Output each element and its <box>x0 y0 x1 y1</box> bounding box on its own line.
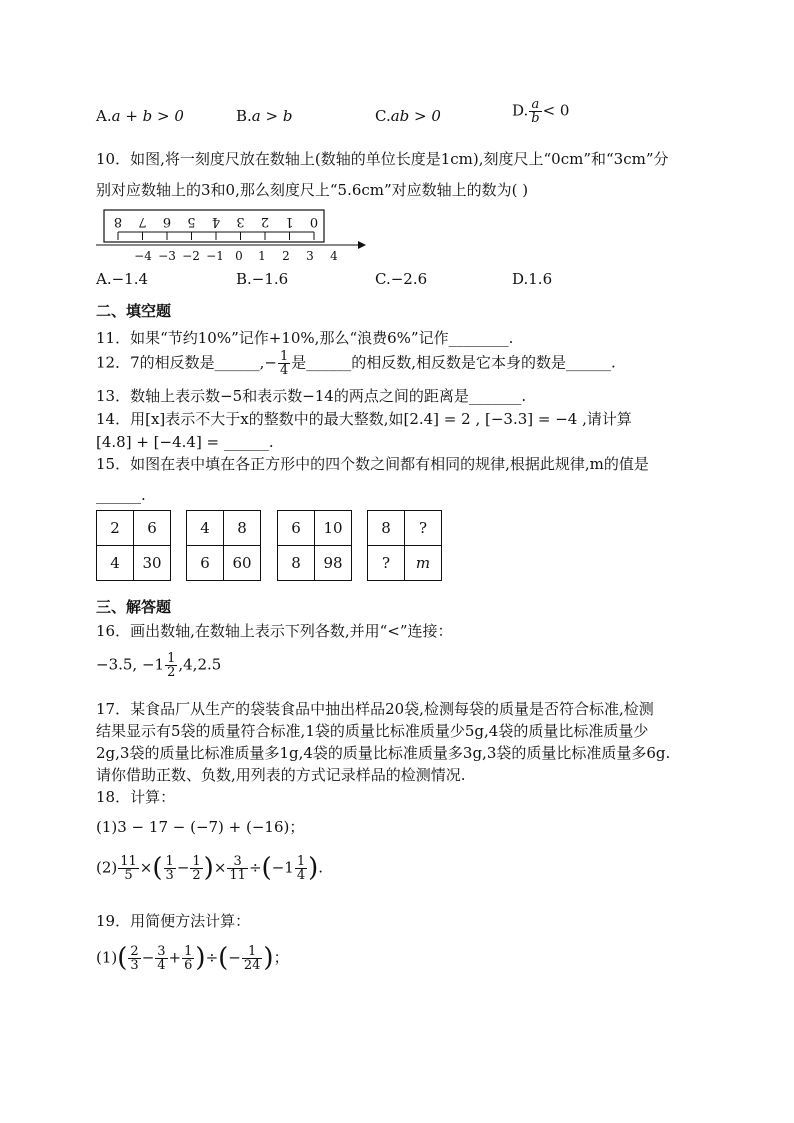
ruler-label-1: 1 <box>285 214 294 229</box>
pattern-grid-3 <box>277 510 352 581</box>
axis-label: 3 <box>306 249 314 263</box>
ruler-label-8: 8 <box>113 214 123 229</box>
q10-line2: 别对应数轴上的3和0,那么刻度尺上“5.6cm”对应数轴上的数为( ) <box>96 181 529 199</box>
grid-cell: m <box>405 546 442 581</box>
q19-title: 19．用简便方法计算： <box>96 912 251 930</box>
q12-fraction: $\frac{1}{4}$ <box>279 349 289 378</box>
q12: 12．7的相反数是______,− $\frac{1}{4}$ 是______的相反数,相反数是它本身的数是______. <box>96 349 616 378</box>
q16-fraction: $\frac{1}{2}$ <box>167 651 176 680</box>
grid-cell: 10 <box>315 511 352 546</box>
q19-part1: (1)( $\frac{2}{3}$ − $\frac{3}{4}$ + $\frac{1}{6}$ )÷(− $\frac{1}{24}$ )； <box>96 943 289 974</box>
grid-cell: 6 <box>134 511 171 546</box>
axis-label: 1 <box>258 249 266 263</box>
grid-cell: 6 <box>278 511 315 546</box>
section-fill-in-heading: 二、填空题 <box>96 302 172 320</box>
q17-line2: 结果显示有5袋的质量符合标准,1袋的质量比标准质量少5g,4袋的质量比标准质量少 <box>96 722 649 740</box>
ruler-label-6: 6 <box>162 214 172 229</box>
q9-option-c: C.ab > 0 <box>375 107 441 125</box>
ruler-label-4: 4 <box>211 214 221 229</box>
q9-option-a: A.a + b > 0 <box>96 107 184 125</box>
q18-title: 18．计算： <box>96 788 176 806</box>
q10-option-d: D.1.6 <box>512 270 553 288</box>
q17-line1: 17．某食品厂从生产的袋装食品中抽出样品20袋,检测每袋的质量是否符合标准,检测 <box>96 700 654 718</box>
q9-option-d: D. $\frac{a}{b}$ < 0 <box>512 97 570 126</box>
q17-line3: 2g,3袋的质量比标准质量多1g,4袋的质量比标准质量多3g,3袋的质量比标准质量多6g. <box>96 744 671 762</box>
grid-cell: 8 <box>278 546 315 581</box>
grid-cell: 8 <box>224 511 261 546</box>
q10-option-b: B.−1.6 <box>236 270 289 288</box>
grid-cell: 6 <box>187 546 224 581</box>
axis-label: −3 <box>158 249 176 263</box>
grid-cell: 98 <box>315 546 352 581</box>
pattern-grid-2 <box>186 510 261 581</box>
q10-line1: 10．如图,将一刻度尺放在数轴上(数轴的单位长度是1cm),刻度尺上“0cm”和“3cm”分 <box>96 150 669 168</box>
pattern-grid-4 <box>367 510 442 581</box>
q15-line1: 15．如图在表中填在各正方形中的四个数之间都有相同的规律,根据此规律,m的值是 <box>96 455 649 473</box>
grid-cell: 30 <box>134 546 171 581</box>
ruler-label-2: 2 <box>260 214 270 229</box>
axis-label: 4 <box>330 249 338 263</box>
q13: 13．数轴上表示数−5和表示数−14的两点之间的距离是_______. <box>96 387 527 405</box>
ruler-label-5: 5 <box>187 214 196 229</box>
q14-line1: 14．用[x]表示不大于x的整数中的最大整数,如[2.4] = 2 , [−3.3] = −4 ,请计算 <box>96 410 632 428</box>
grid-cell: 4 <box>187 511 224 546</box>
q15-line2: ______. <box>96 486 146 504</box>
grid-cell: 4 <box>97 546 134 581</box>
ruler-label-3: 3 <box>236 214 245 229</box>
ruler-label-0: 0 <box>309 214 319 229</box>
grid-cell: 8 <box>368 511 405 546</box>
grid-cell: 60 <box>224 546 261 581</box>
axis-label: −2 <box>182 249 200 263</box>
grid-cell: 2 <box>97 511 134 546</box>
number-line-arrow <box>358 241 366 249</box>
q11: 11．如果“节约10%”记作+10%,那么“浪费6%”记作________. <box>96 329 514 347</box>
ruler-label-7: 7 <box>138 214 147 229</box>
grid-cell: ? <box>368 546 405 581</box>
section-solve-heading: 三、解答题 <box>96 598 172 616</box>
ruler-number-line-figure <box>96 205 366 265</box>
q18-part2: (2) $\frac{11}{5}$ ×( $\frac{1}{3}$ − $\frac{1}{2}$ )× $\frac{3}{11}$ ÷(−1 $\frac{1}{4}$ ). <box>96 853 324 884</box>
q16-line1: 16．画出数轴,在数轴上表示下列各数,并用“<”连接： <box>96 622 453 640</box>
q10-option-c: C.−2.6 <box>375 270 428 288</box>
axis-label: 2 <box>282 249 290 263</box>
grid-cell: ? <box>405 511 442 546</box>
q16-numbers: −3.5, −1 $\frac{1}{2}$ ,4,2.5 <box>96 651 222 680</box>
q14-line2: [4.8] + [−4.4] = ______. <box>96 433 274 451</box>
axis-label: 0 <box>235 249 243 263</box>
q9-d-fraction: $\frac{a}{b}$ <box>531 97 540 126</box>
axis-label: −4 <box>134 249 152 263</box>
axis-label: −1 <box>206 249 224 263</box>
q17-line4: 请你借助正数、负数,用列表的方式记录样品的检测情况. <box>96 766 466 784</box>
pattern-grid-1 <box>96 510 171 581</box>
q9-option-b: B.a > b <box>236 107 293 125</box>
q18-part1: (1)3 − 17 − (−7) + (−16)； <box>96 818 305 836</box>
q10-option-a: A.−1.4 <box>96 270 149 288</box>
